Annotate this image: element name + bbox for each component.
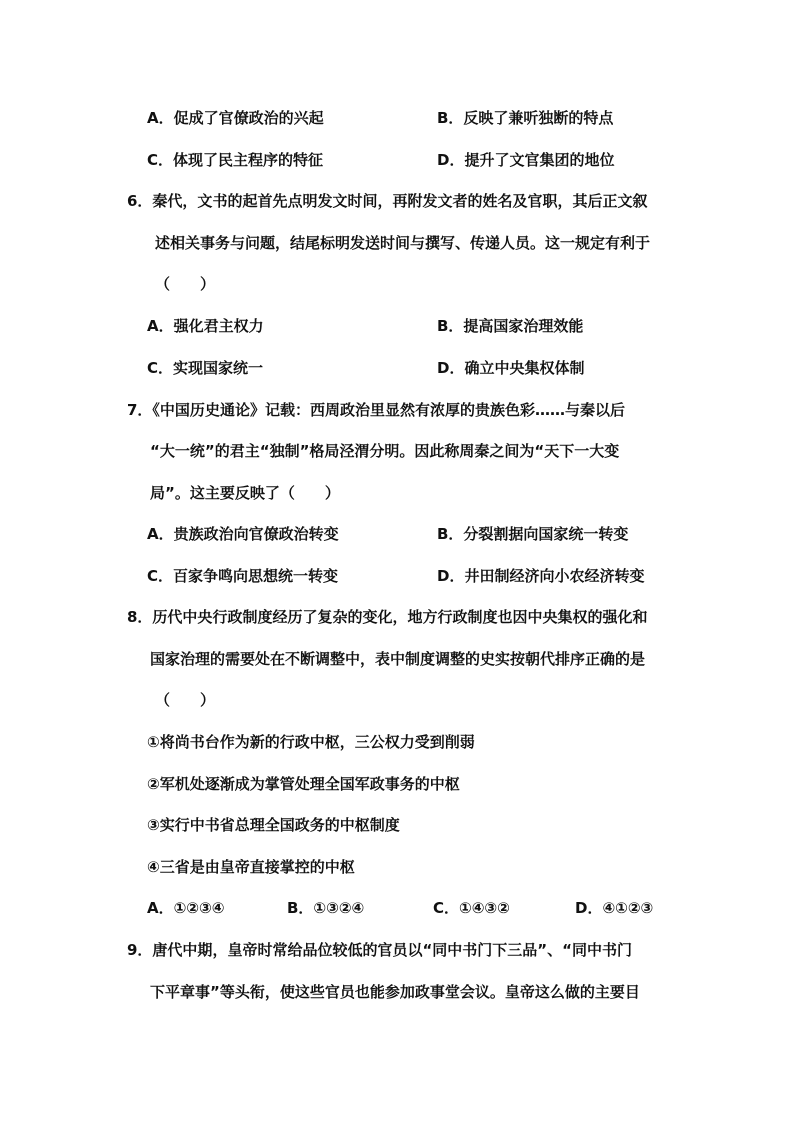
q8-item-3: ③实行中书省总理全国政务的中枢制度 [147, 816, 400, 834]
q6-answer-blank: （ ） [155, 275, 216, 293]
q7-option-b: B．分裂割据向国家统一转变 [437, 525, 629, 543]
q8-stem-line-1: 8．历代中央行政制度经历了复杂的变化，地方行政制度也因中央集权的强化和 [127, 608, 648, 626]
q7-option-a: A．贵族政治向官僚政治转变 [147, 525, 339, 543]
q6-option-d: D．确立中央集权体制 [437, 359, 585, 377]
q6-option-a: A．强化君主权力 [147, 317, 264, 335]
q5-option-a: A．促成了官僚政治的兴起 [147, 109, 324, 127]
q6-option-c: C．实现国家统一 [147, 359, 264, 377]
q5-option-b: B．反映了兼听独断的特点 [437, 109, 614, 127]
q9-stem-line-2: 下平章事”等头衔，使这些官员也能参加政事堂会议。皇帝这么做的主要目 [150, 983, 640, 1001]
q9-stem-line-1: 9．唐代中期，皇帝时常给品位较低的官员以“同中书门下三品”、“同中书门 [127, 941, 633, 959]
q5-option-c: C．体现了民主程序的特征 [147, 151, 324, 169]
q7-stem-line-3: 局”。这主要反映了（ ） [150, 484, 340, 502]
q7-option-c: C．百家争鸣向思想统一转变 [147, 567, 339, 585]
q5-option-d: D．提升了文官集团的地位 [437, 151, 615, 169]
q8-item-4: ④三省是由皇帝直接掌控的中枢 [147, 858, 355, 876]
q8-option-d: D．④①②③ [575, 899, 654, 917]
q8-answer-blank: （ ） [155, 691, 216, 709]
q6-stem-line-2: 述相关事务与问题，结尾标明发送时间与撰写、传递人员。这一规定有利于 [155, 234, 651, 252]
q8-option-c: C．①④③② [433, 899, 510, 917]
q8-option-b: B．①③②④ [287, 899, 365, 917]
q7-stem-line-2: “大一统”的君主“独制”格局泾渭分明。因此称周秦之间为“天下一大变 [150, 442, 620, 460]
q6-stem-line-1: 6．秦代，文书的起首先点明发文时间，再附发文者的姓名及官职，其后正文叙 [127, 192, 648, 210]
q8-item-1: ①将尚书台作为新的行政中枢，三公权力受到削弱 [147, 733, 475, 751]
q6-option-b: B．提高国家治理效能 [437, 317, 584, 335]
q8-option-a: A．①②③④ [147, 899, 225, 917]
q7-stem-line-1: 7．《中国历史通论》记载：西周政治里显然有浓厚的贵族色彩……与秦以后 [127, 401, 625, 419]
q8-item-2: ②军机处逐渐成为掌管处理全国军政事务的中枢 [147, 775, 460, 793]
q7-option-d: D．井田制经济向小农经济转变 [437, 567, 645, 585]
q8-stem-line-2: 国家治理的需要处在不断调整中，表中制度调整的史实按朝代排序正确的是 [150, 650, 646, 668]
